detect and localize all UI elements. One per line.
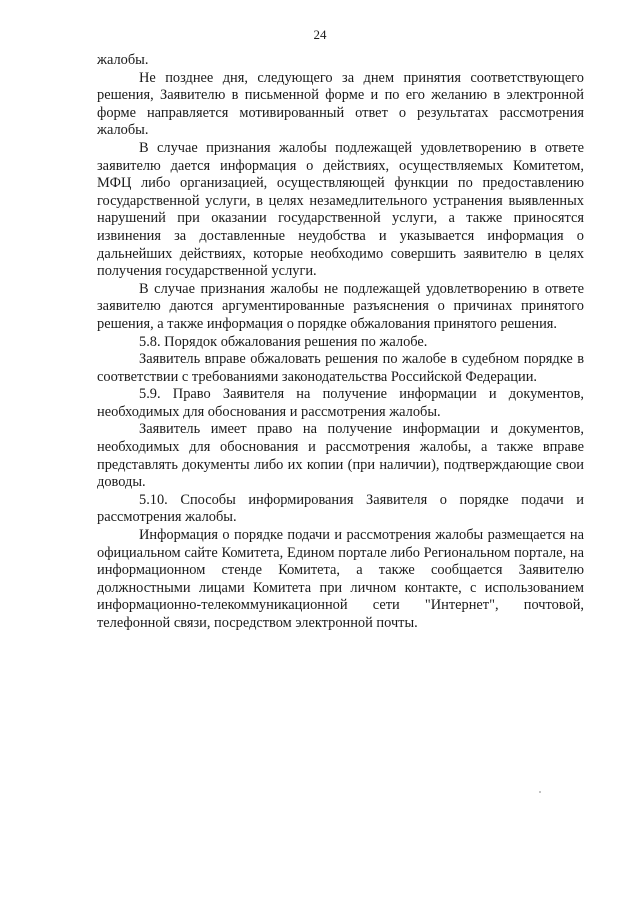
section-heading-5-8: 5.8. Порядок обжалования решения по жалобе. (139, 333, 428, 350)
paragraph-information-channels: Информация о порядке подачи и рассмотрения жалобы размещается на официальном сайте Комитета, Едином портале либо Региональном портале, на информационном стенде Комитета, а также сообщается Заявителю должностными лицами Комитета при личном контакте, с использованием информационно-телекоммуникационной сети "Интернет", почтовой, телефонной связи, посредством электронной почты. (97, 527, 584, 631)
paragraph-response-deadline: Не позднее дня, следующего за днем принятия соответствующего решения, Заявителю в письменной форме и по его желанию в электронной форме направляется мотивированный ответ о результатах рассмотрения жалобы. (97, 69, 584, 139)
section-heading-5-10: 5.10. Способы информирования Заявителя о порядке подачи и рассмотрения жалобы. (97, 491, 584, 526)
paragraph-complaint-satisfied: В случае признания жалобы подлежащей удовлетворению в ответе заявителю дается информация о действиях, осуществляемых Комитетом, МФЦ либо организацией, осуществляющей функции по предоставлению государственной услуги, в целях незамедлительного устранения выявленных нарушений при оказании государственной услуги, а также приносятся извинения за доставленные неудобства и указывается информация о дальнейших действиях, которые необходимо совершить заявителю в целях получения государственной услуги. (97, 139, 584, 280)
document-body (97, 52, 584, 633)
paragraph-complaint-rejected: В случае признания жалобы не подлежащей удовлетворению в ответе заявителю даются аргументированные разъяснения о причинах принятого решения, а также информация о порядке обжалования принятого решения. (97, 280, 584, 332)
paragraph-appeal-right: Заявитель вправе обжаловать решения по жалобе в судебном порядке в соответствии с требованиями законодательства Российской Федерации. (97, 351, 584, 385)
section-heading-5-9: 5.9. Право Заявителя на получение информации и документов, необходимых для обоснования и рассмотрения жалобы. (97, 386, 584, 420)
paragraph-continuation: жалобы. (97, 52, 149, 68)
scan-artifact-dot (539, 791, 541, 793)
paragraph-information-right: Заявитель имеет право на получение информации и документов, необходимых для обоснования и рассмотрения жалобы, а также вправе представлять документы либо их копии (при наличии), подтверждающие свои доводы. (97, 421, 584, 491)
page-number: 24 (313, 27, 327, 42)
